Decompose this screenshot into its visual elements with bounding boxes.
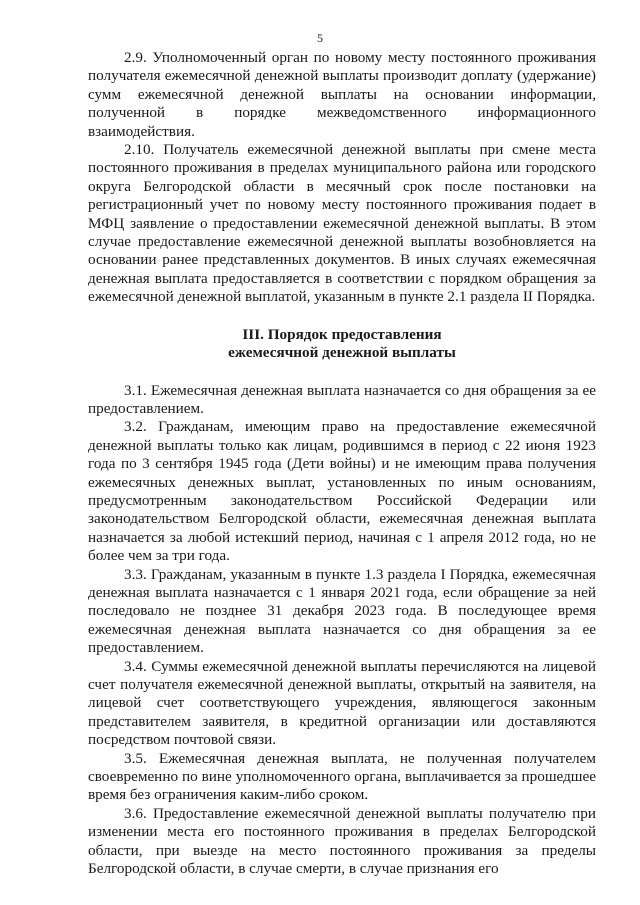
- paragraph-3-5: 3.5. Ежемесячная денежная выплата, не полученная получателем своевременно по вине уполномоченного органа, выплачивается за прошедшее время без ограничения каким-либо сроком.: [88, 749, 596, 804]
- paragraph-3-6: 3.6. Предоставление ежемесячной денежной выплаты получателю при изменении места его постоянного проживания в пределах Белгородской области, при выезде на место постоянного проживания за пределы Белгородской области, в случае смерти, в случае признания его: [88, 804, 596, 878]
- document-body: [88, 49, 596, 878]
- paragraph-3-2: 3.2. Гражданам, имеющим право на предоставление ежемесячной денежной выплаты только как лицам, родившимся в период с 22 июня 1923 года по 3 сентября 1945 года (Дети войны) и не имеющим права получения ежемесячных денежных выплат, установленных по иным основаниям, предусмотренным законодательством Российской Федерации или законодательством Белгородской области, ежемесячная денежная выплата назначается за любой истекший период, начиная с 1 апреля 2012 года, но не более чем за три года.: [88, 418, 596, 565]
- paragraph-2-10: 2.10. Получатель ежемесячной денежной выплаты при смене места постоянного проживания в пределах муниципального района или городского округа Белгородской области в месячный срок после постановки на регистрационный учет по новому месту постоянного проживания подает в МФЦ заявление о предоставлении ежемесячной денежной выплаты. В этом случае предоставление ежемесячной денежной выплаты возобновляется на основании ранее представленных документов. В иных случаях ежемесячная денежная выплата предоставляется в соответствии с порядком обращения за ежемесячной денежной выплатой, указанным в пункте 2.1 раздела II Порядка.: [88, 141, 596, 306]
- section-heading-line-2: ежемесячной денежной выплаты: [228, 344, 456, 362]
- page-number: 5: [317, 31, 323, 45]
- paragraph-3-4: 3.4. Суммы ежемесячной денежной выплаты перечисляются на лицевой счет получателя ежемесячной денежной выплаты, открытый на заявителя, на лицевой счет соответствующего учреждения, являющегося законным представителем заявителя, в кредитной организации или доставляются посредством почтовой связи.: [88, 657, 596, 749]
- paragraph-3-3: 3.3. Гражданам, указанным в пункте 1.3 раздела I Порядка, ежемесячная денежная выплата назначается с 1 января 2021 года, если обращение за ней последовало не позднее 31 декабря 2023 года. В последующее время ежемесячная денежная выплата назначается со дня обращения за ее предоставлением.: [88, 565, 596, 657]
- paragraph-3-1: 3.1. Ежемесячная денежная выплата назначается со дня обращения за ее предоставлением.: [88, 381, 596, 417]
- paragraph-2-9: 2.9. Уполномоченный орган по новому месту постоянного проживания получателя ежемесячной денежной выплаты производит доплату (удержание) сумм ежемесячной денежной выплаты на основании информации, полученной в порядке межведомственного информационного взаимодействия.: [88, 49, 596, 140]
- section-heading-line-1: III. Порядок предоставления: [242, 325, 442, 343]
- section-heading: [88, 326, 596, 363]
